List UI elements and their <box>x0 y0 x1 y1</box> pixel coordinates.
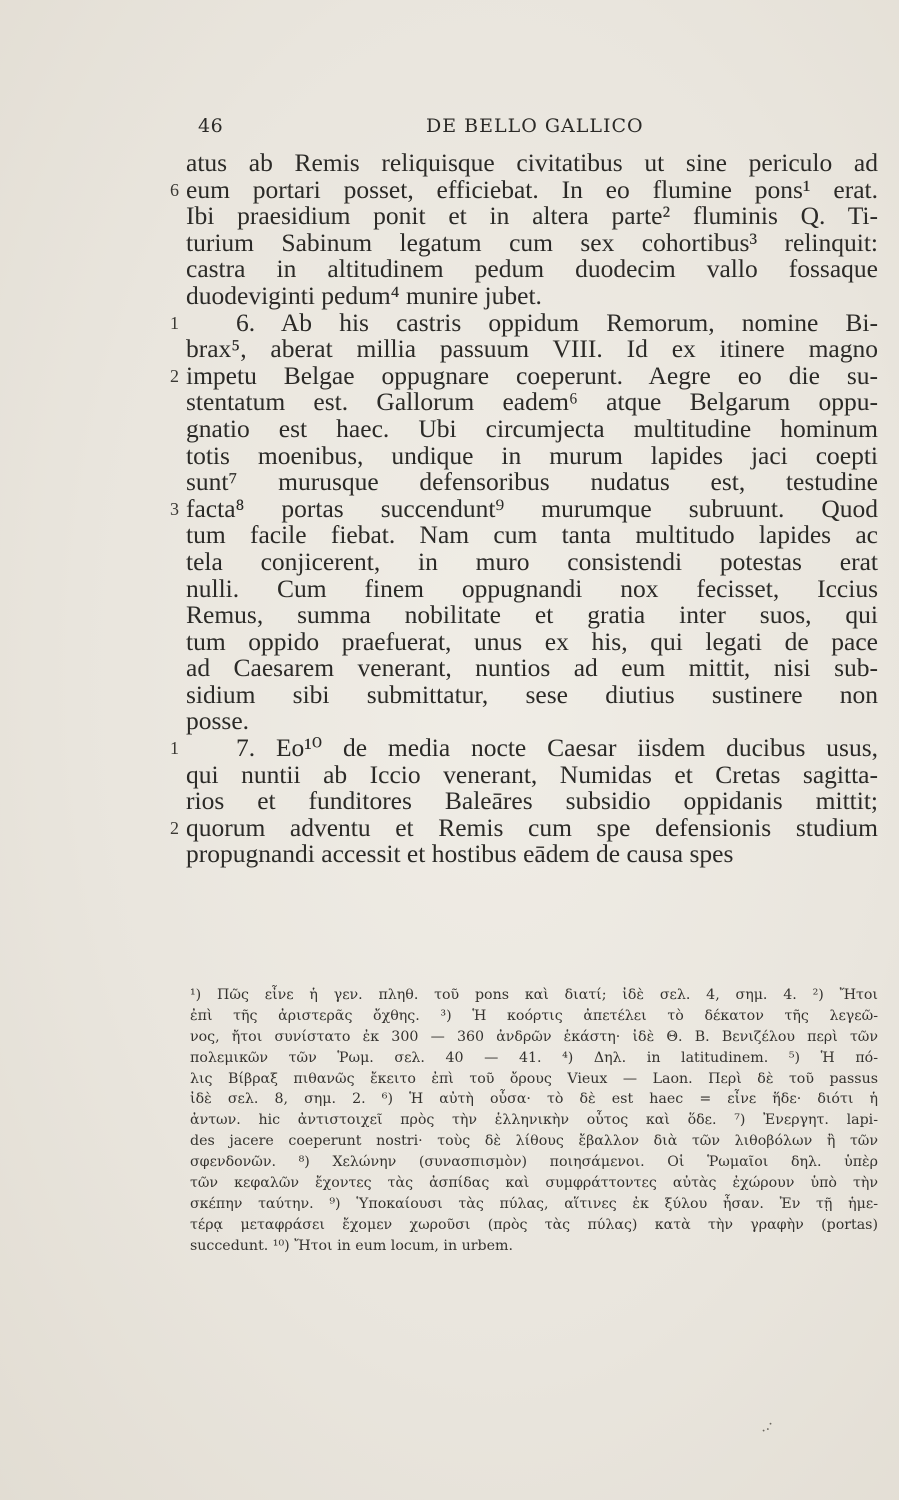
line-text: propugnandi accessit et hostibus eādem de causa spes <box>186 839 734 869</box>
main-text <box>170 148 878 869</box>
margin-number: 3 <box>170 498 179 519</box>
page-header <box>198 115 878 145</box>
text-line <box>170 174 878 204</box>
line-text: turium Sabinum legatum cum sex cohortibus³ relinquit: <box>186 227 878 257</box>
line-text: tum facile fiebat. Nam cum tanta multitudo lapides ac <box>186 520 878 550</box>
text-line <box>186 679 878 709</box>
stray-mark: ..· <box>757 1416 776 1436</box>
line-text: brax⁵, aberat millia passuum VIII. Id ex itinere magno <box>186 334 878 364</box>
margin-number: 6 <box>170 179 179 200</box>
footnote-line: πολεμικῶν τῶν Ῥωμ. σελ. 40 — 41. ⁴) Δηλ. in latitudinem. ⁵) Ἡ πό- <box>190 1049 878 1066</box>
line-text: Ibi praesidium ponit et in altera parte² fluminis Q. Ti- <box>186 201 878 231</box>
margin-number: 2 <box>170 365 179 386</box>
margin-number: 1 <box>170 738 179 759</box>
line-text: ad Caesarem venerant, nuntios ad eum mittit, nisi sub- <box>186 653 878 683</box>
line-text: 7. Eo¹⁰ de media nocte Caesar iisdem ducibus usus, <box>236 733 878 763</box>
footnote-line: ἀντων. hic ἀντιστοιχεῖ πρὸς τὴν ἑλληνικὴν οὗτος καὶ ὅδε. ⁷) Ἐνεργητ. lapi- <box>190 1112 878 1129</box>
text-line <box>170 360 878 390</box>
text-line <box>186 389 878 416</box>
line-text: duodeviginti pedum⁴ munire jubet. <box>186 280 542 310</box>
line-text: atus ab Remis reliquisque civitatibus ut sine periculo ad <box>186 148 878 177</box>
line-text: nulli. Cum finem oppugnandi nox fecisset, Iccius <box>186 573 878 603</box>
text-line <box>186 280 878 310</box>
line-text: rios et funditores Baleāres subsidio oppidanis mittit; <box>186 786 878 816</box>
margin-number: 1 <box>170 312 179 333</box>
text-line <box>186 841 878 868</box>
text-line <box>170 493 878 523</box>
footnote-line: σκέπην ταύτην. ⁹) Ὑποκαίουσι τὰς πύλας, αἵτινες ἐκ ξύλου ἦσαν. Ἐν τῇ ἡμε- <box>190 1195 878 1212</box>
line-text: castra in altitudinem pedum duodecim vallo fossaque <box>186 254 878 284</box>
text-line <box>186 469 878 496</box>
text-line <box>186 759 878 789</box>
line-text: 6. Ab his castris oppidum Remorum, nomine Bi- <box>236 307 878 337</box>
line-text: tela conjicerent, in muro consistendi potestas erat <box>186 546 878 576</box>
footnote-line: ἐπὶ τῆς ἀριστερᾶς ὄχθης. ³) Ἡ κοόρτις ἀπετέλει τὸ δέκατον τῆς λεγεῶ- <box>190 1007 878 1024</box>
text-line <box>186 227 878 257</box>
line-text: tum oppido praefuerat, unus ex his, qui legati de pace <box>186 626 878 656</box>
text-line <box>186 256 878 283</box>
line-text: posse. <box>186 706 250 736</box>
line-text: stentatum est. Gallorum eadem⁶ atque Belgarum oppu- <box>186 387 878 417</box>
footnote-line: νος, ἤτοι συνίστατο ἐκ 300 — 360 ἀνδρῶν ἑκάστη· ἰδὲ Θ. Β. Βενιζέλου περὶ τῶν <box>190 1028 878 1045</box>
footnote-line: ¹) Πῶς εἶνε ἡ γεν. πληθ. τοῦ pons καὶ διατί; ἰδὲ σελ. 4, σημ. 4. ²) Ἤτοι <box>190 987 878 1003</box>
text-line <box>186 655 878 682</box>
footnote-line: λις Βίβραξ πιθανῶς ἔκειτο ἐπὶ τοῦ ὄρους Vieux — Laon. Περὶ δὲ τοῦ passus <box>190 1070 878 1087</box>
footnote-line: τῶν κεφαλῶν ἔχοντες τὰς ἀσπίδας καὶ συμφράττοντες αὐτὰς ἐχώρουν ὑπὸ τὴν <box>190 1175 878 1192</box>
text-line <box>186 708 878 735</box>
text-line <box>170 307 878 337</box>
footnote-line: succedunt. ¹⁰) Ἤτοι in eum locum, in urbem. <box>190 1237 513 1254</box>
text-line <box>170 812 878 842</box>
footnote-line: τέρᾳ μεταφράσει ἔχομεν χωροῦσι (πρὸς τὰς πύλας) κατὰ τὴν γραφὴν (portas) <box>190 1216 878 1233</box>
line-text: totis moenibus, undique in murum lapides jaci coepti <box>186 440 878 470</box>
text-line <box>170 733 878 763</box>
text-line <box>186 440 878 470</box>
text-line <box>186 788 878 815</box>
footnote-line: σφενδονῶν. ⁸) Χελώνην (συνασπισμὸν) ποιησάμενοι. Οἱ Ῥωμαῖοι δηλ. ὑπὲρ <box>190 1154 878 1171</box>
line-text: quorum adventu et Remis cum spe defensionis studium <box>186 812 878 842</box>
text-line <box>186 203 878 230</box>
text-line <box>186 413 878 443</box>
footnote-line: des jacere coeperunt nostri· τοὺς δὲ λίθους ἔβαλλον διὰ τῶν λιθοβόλων ἢ τῶν <box>190 1133 878 1150</box>
line-text: impetu Belgae oppugnare coeperunt. Aegre eo die su- <box>186 360 878 390</box>
line-text: sidium sibi submittatur, sese diutius sustinere non <box>186 679 878 709</box>
running-title: DE BELLO GALLICO <box>426 115 644 137</box>
footnotes <box>190 985 878 1257</box>
text-line <box>186 336 878 363</box>
line-text: facta⁸ portas succendunt⁹ murumque subruunt. Quod <box>186 493 878 523</box>
line-text: sunt⁷ murusque defensoribus nudatus est, testudine <box>186 467 878 497</box>
text-line <box>186 522 878 549</box>
page-number: 46 <box>198 115 224 137</box>
margin-number: 2 <box>170 817 179 838</box>
line-text: Remus, summa nobilitate et gratia inter suos, qui <box>186 600 878 630</box>
line-text: qui nuntii ab Iccio venerant, Numidas et Cretas sagitta- <box>186 759 878 789</box>
text-line <box>186 150 878 177</box>
text-line <box>186 626 878 656</box>
footnote-line: ἰδὲ σελ. 8, σημ. 2. ⁶) Ἡ αὐτὴ οὖσα· τὸ δὲ est haec = εἶνε ἥδε· διότι ἡ <box>190 1091 878 1108</box>
line-text: gnatio est haec. Ubi circumjecta multitudine hominum <box>186 413 878 443</box>
text-line <box>186 573 878 603</box>
text-line <box>186 602 878 629</box>
text-line <box>186 546 878 576</box>
line-text: eum portari posset, efficiebat. In eo flumine pons¹ erat. <box>186 174 878 204</box>
